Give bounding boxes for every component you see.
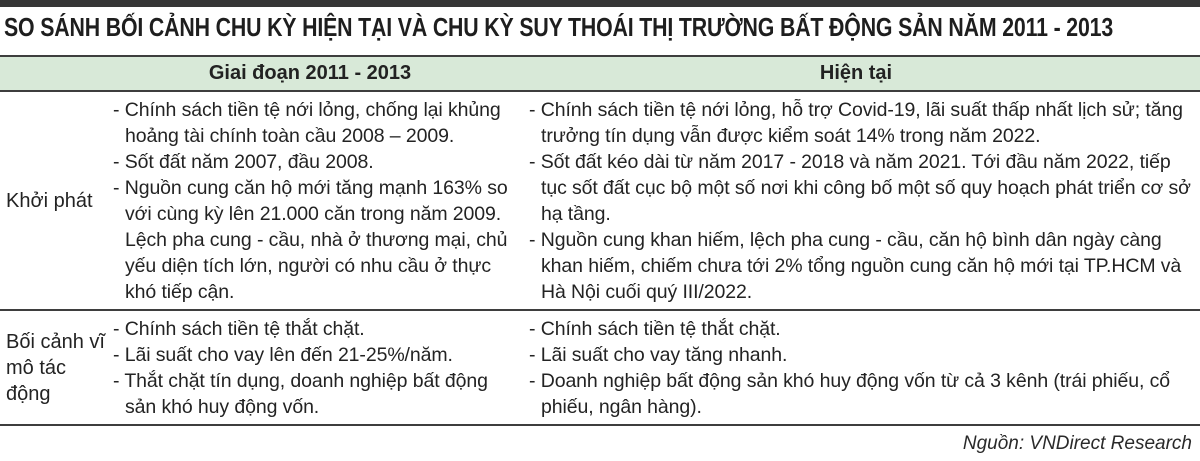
- cell-boi-canh-current: [512, 316, 1200, 420]
- bullet-item: - Sốt đất năm 2007, đầu 2008.: [113, 151, 374, 173]
- row-label-boi-canh-vi-mo: Bối cảnh vĩ mô tác động: [6, 331, 105, 405]
- bullet-item: - Lãi suất cho vay tăng nhanh.: [529, 344, 788, 366]
- table-row-boi-canh-vi-mo: [0, 309, 1200, 424]
- bullet-item: - Chính sách tiền tệ nới lỏng, chống lại khủng hoảng tài chính toàn cầu 2008 – 2009.: [113, 99, 501, 147]
- bullet-item: - Nguồn cung căn hộ mới tăng mạnh 163% so với cùng kỳ lên 21.000 căn trong năm 2009. Lệch pha cung - cầu, nhà ở thương mại, chủ yếu diện tích lớn, người có nhu cầu ở thực khó tiếp cận.: [113, 177, 508, 303]
- column-header-current: Hiện tại: [819, 62, 893, 84]
- bullet-item: - Chính sách tiền tệ thắt chặt.: [113, 318, 365, 340]
- top-accent-bar: [0, 0, 1200, 7]
- bullet-item: - Doanh nghiệp bất động sản khó huy động vốn từ cả 3 kênh (trái phiếu, cổ phiếu, ngân hàng).: [529, 370, 1171, 418]
- table-row-khoi-phat: [0, 92, 1200, 309]
- bullet-item: - Thắt chặt tín dụng, doanh nghiệp bất động sản khó huy động vốn.: [113, 370, 488, 418]
- bullet-item: - Sốt đất kéo dài từ năm 2017 - 2018 và năm 2021. Tới đầu năm 2022, tiếp tục sốt đất cục bộ một số nơi khi công bố một số quy hoạch phát triển cơ sở hạ tầng.: [529, 151, 1191, 225]
- bullet-item: - Chính sách tiền tệ thắt chặt.: [529, 318, 781, 340]
- table-header-row: [0, 55, 1200, 92]
- page-title: SO SÁNH BỐI CẢNH CHU KỲ HIỆN TẠI VÀ CHU KỲ SUY THOÁI THỊ TRƯỜNG BẤT ĐỘNG SẢN NĂM 2011 - 2013: [4, 12, 1114, 42]
- bullet-item: - Nguồn cung khan hiếm, lệch pha cung - cầu, căn hộ bình dân ngày càng khan hiếm, chiếm chưa tới 2% tổng nguồn cung căn hộ mới tại TP.HCM và Hà Nội cuối quý III/2022.: [529, 229, 1182, 303]
- bullet-item: - Lãi suất cho vay lên đến 21-25%/năm.: [113, 344, 453, 366]
- bullet-item: - Chính sách tiền tệ nới lỏng, hỗ trợ Covid-19, lãi suất thấp nhất lịch sử; tăng trưởng tín dụng vẫn được kiểm soát 14% trong năm 2022.: [529, 99, 1183, 147]
- row-label-khoi-phat: Khởi phát: [6, 190, 93, 212]
- cell-khoi-phat-period: [108, 97, 512, 305]
- comparison-table: [0, 55, 1200, 426]
- source-note: Nguồn: VNDirect Research: [962, 433, 1192, 454]
- cell-khoi-phat-current: [512, 97, 1200, 305]
- column-header-period-2011-2013: Giai đoạn 2011 - 2013: [208, 62, 412, 84]
- cell-boi-canh-period: [108, 316, 512, 420]
